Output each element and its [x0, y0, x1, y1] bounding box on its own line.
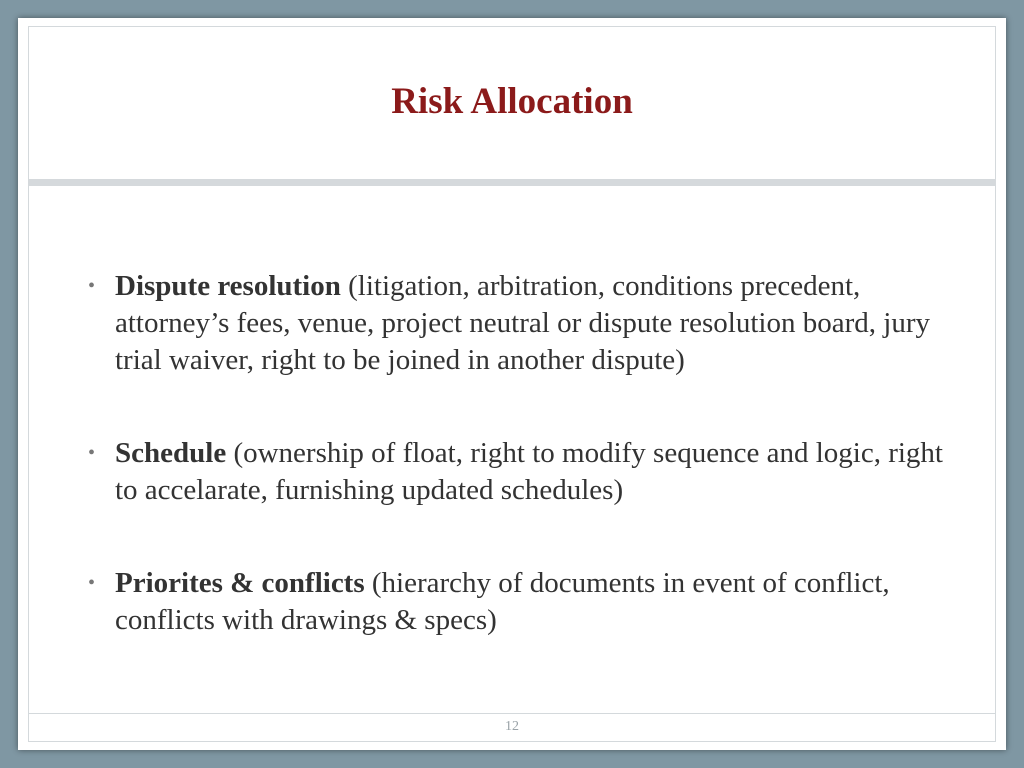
slide [18, 18, 1006, 750]
page-number: 12 [505, 719, 519, 734]
bullet-text: (hierarchy of documents in event of conflict, conflicts with drawings & specs) [115, 567, 890, 636]
bullet-dot-icon: • [88, 275, 96, 297]
bullet-text: (litigation, arbitration, conditions precedent, attorney’s fees, venue, project neutral or dispute resolution board, jury trial waiver, right to be joined in another dispute) [115, 270, 930, 376]
footer-divider [28, 713, 996, 714]
bullet-dot-icon: • [88, 442, 96, 464]
bullet-lead: Dispute resolution [115, 270, 341, 302]
bullet-item-priorities-conflicts [88, 565, 968, 639]
bullet-lead: Priorites & conflicts [115, 567, 365, 599]
bullet-item-dispute-resolution [88, 268, 968, 379]
bullet-list [88, 268, 968, 695]
bullet-dot-icon: • [88, 572, 96, 594]
slide-title: Risk Allocation [391, 81, 633, 122]
bullet-item-schedule [88, 435, 968, 509]
title-divider [28, 179, 996, 186]
bullet-lead: Schedule [115, 437, 227, 469]
bullet-text: (ownership of float, right to modify sequence and logic, right to accelarate, furnishing updated schedules) [115, 437, 943, 506]
